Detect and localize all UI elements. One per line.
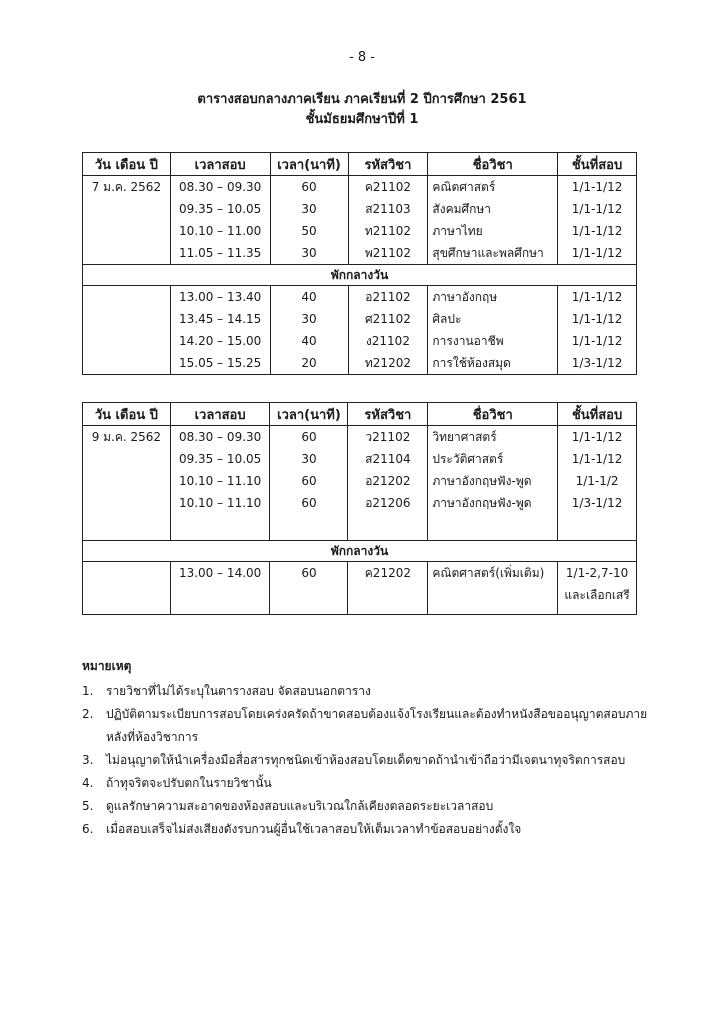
col-minutes: เวลา(นาที): [270, 153, 348, 176]
note-item: [82, 680, 662, 703]
note-item: [82, 818, 662, 841]
note-number: 6.: [82, 822, 94, 836]
subject-code: ส21104: [348, 448, 428, 470]
subject-name: การใช้ห้องสมุด: [428, 352, 558, 375]
table-row: [83, 286, 637, 309]
exam-time: 08.30 – 09.30: [170, 426, 270, 449]
subject-name: คณิตศาสตร์(เพิ่มเติม): [428, 562, 558, 585]
exam-time: 09.35 – 10.05: [170, 198, 270, 220]
col-date: วัน เดือน ปี: [83, 153, 171, 176]
exam-minutes: 60: [270, 562, 348, 585]
exam-level: 1/1-1/12: [558, 242, 637, 265]
exam-level: 1/3-1/12: [558, 352, 637, 375]
title-line-1: ตารางสอบกลางภาคเรียน ภาคเรียนที่ 2 ปีการศึกษา 2561: [197, 92, 527, 107]
note-number: 3.: [82, 753, 94, 767]
subject-name: ภาษาอังกฤษ: [428, 286, 558, 309]
lunch-break-label: พักกลางวัน: [83, 541, 637, 562]
table-row: [83, 220, 637, 242]
lunch-break-row: [83, 541, 637, 562]
exam-date: 7 ม.ค. 2562: [83, 176, 171, 199]
exam-date: 9 ม.ค. 2562: [83, 426, 171, 449]
exam-time: 11.05 – 11.35: [170, 242, 270, 265]
table-row: [83, 330, 637, 352]
col-date: วัน เดือน ปี: [83, 403, 171, 426]
col-time: เวลาสอบ: [170, 403, 270, 426]
table-row-spacer: [83, 514, 637, 541]
notes-heading: หมายเหตุ: [82, 659, 132, 673]
subject-code: ค21202: [348, 562, 428, 585]
subject-name: วิทยาศาสตร์: [428, 426, 558, 449]
table-row: [83, 448, 637, 470]
note-text: ถ้าทุจริตจะปรับตกในรายวิชานั้น: [106, 776, 272, 790]
subject-code: ค21102: [348, 176, 428, 199]
exam-minutes: 50: [270, 220, 348, 242]
table-row: [83, 584, 637, 615]
note-number: 2.: [82, 707, 94, 721]
note-text: เมื่อสอบเสร็จไม่ส่งเสียงดังรบกวนผู้อื่นใช้เวลาสอบให้เต็มเวลาทำข้อสอบอย่างตั้งใจ: [106, 822, 522, 836]
exam-minutes: 30: [270, 242, 348, 265]
lunch-break-label: พักกลางวัน: [83, 265, 637, 286]
subject-name: ภาษาอังกฤษฟัง-พูด: [428, 470, 558, 492]
exam-level: 1/1-1/12: [558, 308, 637, 330]
subject-code: ส21103: [348, 198, 428, 220]
exam-time: 08.30 – 09.30: [170, 176, 270, 199]
col-level: ชั้นที่สอบ: [558, 153, 637, 176]
exam-table-day1: [82, 152, 637, 375]
exam-minutes: 40: [270, 330, 348, 352]
notes-section: [82, 655, 662, 841]
exam-level: 1/1-1/12: [558, 330, 637, 352]
table-row: [83, 562, 637, 585]
exam-time: 10.10 – 11.00: [170, 220, 270, 242]
subject-code: ศ21102: [348, 308, 428, 330]
exam-level: 1/1-1/12: [558, 220, 637, 242]
exam-level: 1/1-2,7-10: [558, 562, 637, 585]
exam-level: 1/1-1/12: [558, 176, 637, 199]
exam-minutes: 60: [270, 492, 348, 514]
subject-name: สุขศึกษาและพลศึกษา: [428, 242, 558, 265]
col-time: เวลาสอบ: [170, 153, 270, 176]
exam-level: 1/3-1/12: [558, 492, 637, 514]
note-item: [82, 795, 662, 818]
subject-code: อ21202: [348, 470, 428, 492]
subject-name: ศิลปะ: [428, 308, 558, 330]
exam-level: 1/1-1/12: [558, 448, 637, 470]
lunch-break-row: [83, 265, 637, 286]
exam-level: 1/1-1/12: [558, 426, 637, 449]
exam-time: 09.35 – 10.05: [170, 448, 270, 470]
subject-code: ท21102: [348, 220, 428, 242]
page-number: - 8 -: [349, 50, 375, 65]
exam-minutes: 40: [270, 286, 348, 309]
page-title: [0, 90, 724, 130]
subject-name: คณิตศาสตร์: [428, 176, 558, 199]
table-row: [83, 426, 637, 449]
col-level: ชั้นที่สอบ: [558, 403, 637, 426]
subject-name: ประวัติศาสตร์: [428, 448, 558, 470]
exam-level: 1/1-1/12: [558, 286, 637, 309]
table-row: [83, 198, 637, 220]
exam-minutes: 30: [270, 308, 348, 330]
col-subject: ชื่อวิชา: [428, 403, 558, 426]
exam-minutes: 30: [270, 448, 348, 470]
subject-code: อ21206: [348, 492, 428, 514]
note-item: [82, 772, 662, 795]
subject-code: พ21102: [348, 242, 428, 265]
note-item: [82, 749, 662, 772]
note-item: [82, 703, 662, 749]
exam-minutes: 60: [270, 426, 348, 449]
exam-time: 13.00 – 13.40: [170, 286, 270, 309]
exam-level: 1/1-1/12: [558, 198, 637, 220]
note-text: ดูแลรักษาความสะอาดของห้องสอบและบริเวณใกล้เคียงตลอดระยะเวลาสอบ: [106, 799, 494, 813]
subject-name: การงานอาชีพ: [428, 330, 558, 352]
subject-name: สังคมศึกษา: [428, 198, 558, 220]
exam-time: 15.05 – 15.25: [170, 352, 270, 375]
table-row: [83, 308, 637, 330]
table-header-row: [83, 153, 637, 176]
col-subject: ชื่อวิชา: [428, 153, 558, 176]
exam-minutes: 30: [270, 198, 348, 220]
col-minutes: เวลา(นาที): [270, 403, 348, 426]
exam-time: 13.00 – 14.00: [170, 562, 270, 585]
subject-name: ภาษาไทย: [428, 220, 558, 242]
subject-name: ภาษาอังกฤษฟัง-พูด: [428, 492, 558, 514]
exam-level-extra: และเลือกเสรี: [558, 584, 637, 615]
table-header-row: [83, 403, 637, 426]
subject-code: ท21202: [348, 352, 428, 375]
exam-table-day2: [82, 402, 637, 615]
note-number: 1.: [82, 684, 94, 698]
subject-code: ว21102: [348, 426, 428, 449]
note-text: รายวิชาที่ไม่ได้ระบุในตารางสอบ จัดสอบนอกตาราง: [106, 684, 371, 698]
table-row: [83, 352, 637, 375]
note-text: ปฏิบัติตามระเบียบการสอบโดยเคร่งครัดถ้าขาดสอบต้องแจ้งโรงเรียนและต้องทำหนังสือขออนุญาตสอบภายหลังที่ห้องวิชาการ: [106, 707, 648, 744]
exam-level: 1/1-1/2: [558, 470, 637, 492]
note-number: 4.: [82, 776, 94, 790]
table-row: [83, 242, 637, 265]
col-code: รหัสวิชา: [348, 153, 428, 176]
col-code: รหัสวิชา: [348, 403, 428, 426]
title-line-2: ชั้นมัธยมศึกษาปีที่ 1: [305, 112, 419, 127]
table-row: [83, 470, 637, 492]
subject-code: ง21102: [348, 330, 428, 352]
exam-minutes: 20: [270, 352, 348, 375]
exam-minutes: 60: [270, 470, 348, 492]
exam-time: 10.10 – 11.10: [170, 492, 270, 514]
table-row: [83, 176, 637, 199]
subject-code: อ21102: [348, 286, 428, 309]
note-number: 5.: [82, 799, 94, 813]
exam-minutes: 60: [270, 176, 348, 199]
table-row: [83, 492, 637, 514]
note-text: ไม่อนุญาตให้นำเครื่องมือสื่อสารทุกชนิดเข้าห้องสอบโดยเด็ดขาดถ้านำเข้าถือว่ามีเจตนาทุจริตการสอบ: [106, 753, 626, 767]
exam-time: 14.20 – 15.00: [170, 330, 270, 352]
exam-time: 10.10 – 11.10: [170, 470, 270, 492]
exam-time: 13.45 – 14.15: [170, 308, 270, 330]
